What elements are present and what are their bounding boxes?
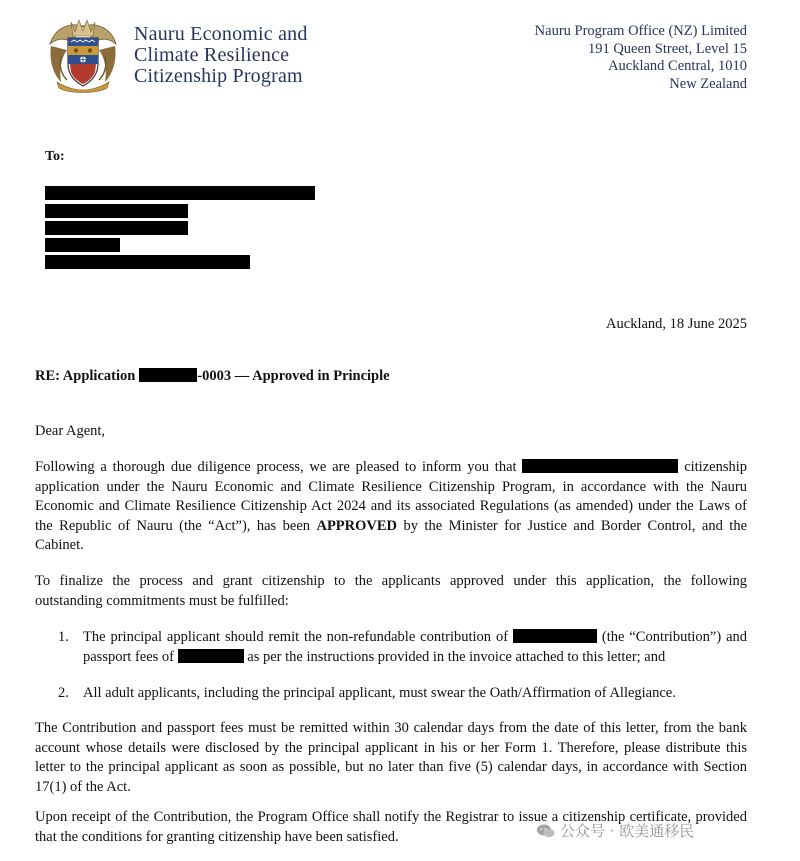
list-item-number: 1. xyxy=(58,629,69,645)
para1-line-2: application under the Nauru Economic and Climate Resilience Citizenship Program, in accordance with the Nauru xyxy=(35,478,747,495)
office-address-line-1: Nauru Program Office (NZ) Limited xyxy=(534,23,747,39)
list1-line-1 xyxy=(83,628,747,648)
watermark-text: 公众号 · 欧美通移民 xyxy=(560,822,695,840)
para1-line-1 xyxy=(35,458,747,478)
subject-line xyxy=(35,368,390,385)
para4-line-2: that the conditions for granting citizenship have been satisfied. xyxy=(35,828,399,845)
list-item xyxy=(58,628,747,667)
redacted-recipient-line-3 xyxy=(45,221,188,235)
office-address-line-2: 191 Queen Street, Level 15 xyxy=(587,40,747,57)
redacted-recipient-line-4 xyxy=(45,238,120,252)
list2-line-1: All adult applicants, including the principal applicant, must swear the Oath/Affirmation of Allegiance. xyxy=(83,685,676,701)
program-name-line-3: Citizenship Program xyxy=(134,65,303,87)
office-address-line-3: Auckland Central, 1010 xyxy=(608,58,747,74)
list1-line-1-a: The principal applicant should remit the non-refundable contribution of xyxy=(83,629,509,645)
subject-prefix: RE: Application xyxy=(35,368,136,384)
to-label: To: xyxy=(45,149,65,164)
redacted-contribution-amount xyxy=(513,629,597,643)
letter-date: Auckland, 18 June 2025 xyxy=(606,316,747,332)
list-item-body xyxy=(83,684,747,704)
para1-line-5: Cabinet. xyxy=(35,537,84,553)
list1-line-1-b: (the “Contribution”) and xyxy=(601,629,748,645)
para1-line-1-a: Following a thorough due diligence process, we are pleased to inform you that xyxy=(35,459,517,475)
list-item-number: 2. xyxy=(58,685,69,701)
redacted-recipient-line-2 xyxy=(45,204,188,218)
para3-line-1: The Contribution and passport fees must be remitted within 30 calendar days from the date of this letter, from the bank xyxy=(35,720,747,736)
para3-line-3: letter to the principal applicant as soon as possible, but no later than five (5) calendar days, in accordance with Section xyxy=(35,759,747,775)
para1-line-4-a: the Republic of Nauru (the “Act”), has been xyxy=(35,517,311,534)
para3-line-2: account whose details were disclosed by the principal applicant in his or her Form 1. Therefore, please distribute this xyxy=(35,739,747,756)
redacted-recipient-line-1 xyxy=(45,186,315,200)
para2-line-2: outstanding commitments must be fulfilled: xyxy=(35,592,289,609)
para1-line-4 xyxy=(35,517,747,537)
redacted-applicant-name xyxy=(522,459,678,473)
list-item-body xyxy=(83,628,747,667)
list-item xyxy=(58,684,747,704)
para1-line-3: Economic and Climate Resilience Citizenship Act 2024 and its associated Regulations (as amended) under the Laws of xyxy=(35,498,747,514)
program-name xyxy=(134,24,308,87)
office-address-line-4: New Zealand xyxy=(669,75,747,92)
wechat-icon xyxy=(536,823,556,839)
office-address xyxy=(535,23,747,93)
para1-line-1-b: citizenship xyxy=(684,459,748,475)
salutation: Dear Agent, xyxy=(35,423,106,439)
para1-line-4-b: by the Minister for Justice and Border Control, and the xyxy=(403,517,748,534)
program-name-line-1: Nauru Economic and xyxy=(134,23,308,45)
program-name-line-2: Climate Resilience xyxy=(134,44,290,66)
approved-emphasis: APPROVED xyxy=(316,517,398,534)
redacted-recipient-line-5 xyxy=(45,255,250,269)
list1-line-2 xyxy=(83,648,747,668)
redacted-passport-fee xyxy=(178,649,244,663)
para3-line-4: 17(1) of the Act. xyxy=(35,778,131,795)
paragraph-approval xyxy=(35,458,747,556)
paragraph-remittance xyxy=(35,719,747,797)
nauru-crest-icon xyxy=(47,16,119,96)
wechat-watermark xyxy=(536,820,694,841)
list1-line-2-a: passport fees of xyxy=(83,648,175,665)
list1-line-2-b: as per the instructions provided in the invoice attached to this letter; and xyxy=(247,648,666,665)
para4-line-1: Upon receipt of the Contribution, the Program Office shall notify the Registrar to issue a citizenship certificate, provided xyxy=(35,809,747,825)
redacted-application-number xyxy=(139,368,197,382)
paragraph-commitments-intro xyxy=(35,572,747,611)
para2-line-1: To finalize the process and grant citizenship to the applicants approved under this application, the following xyxy=(35,573,747,589)
subject-suffix: -0003 — Approved in Principle xyxy=(197,368,390,384)
